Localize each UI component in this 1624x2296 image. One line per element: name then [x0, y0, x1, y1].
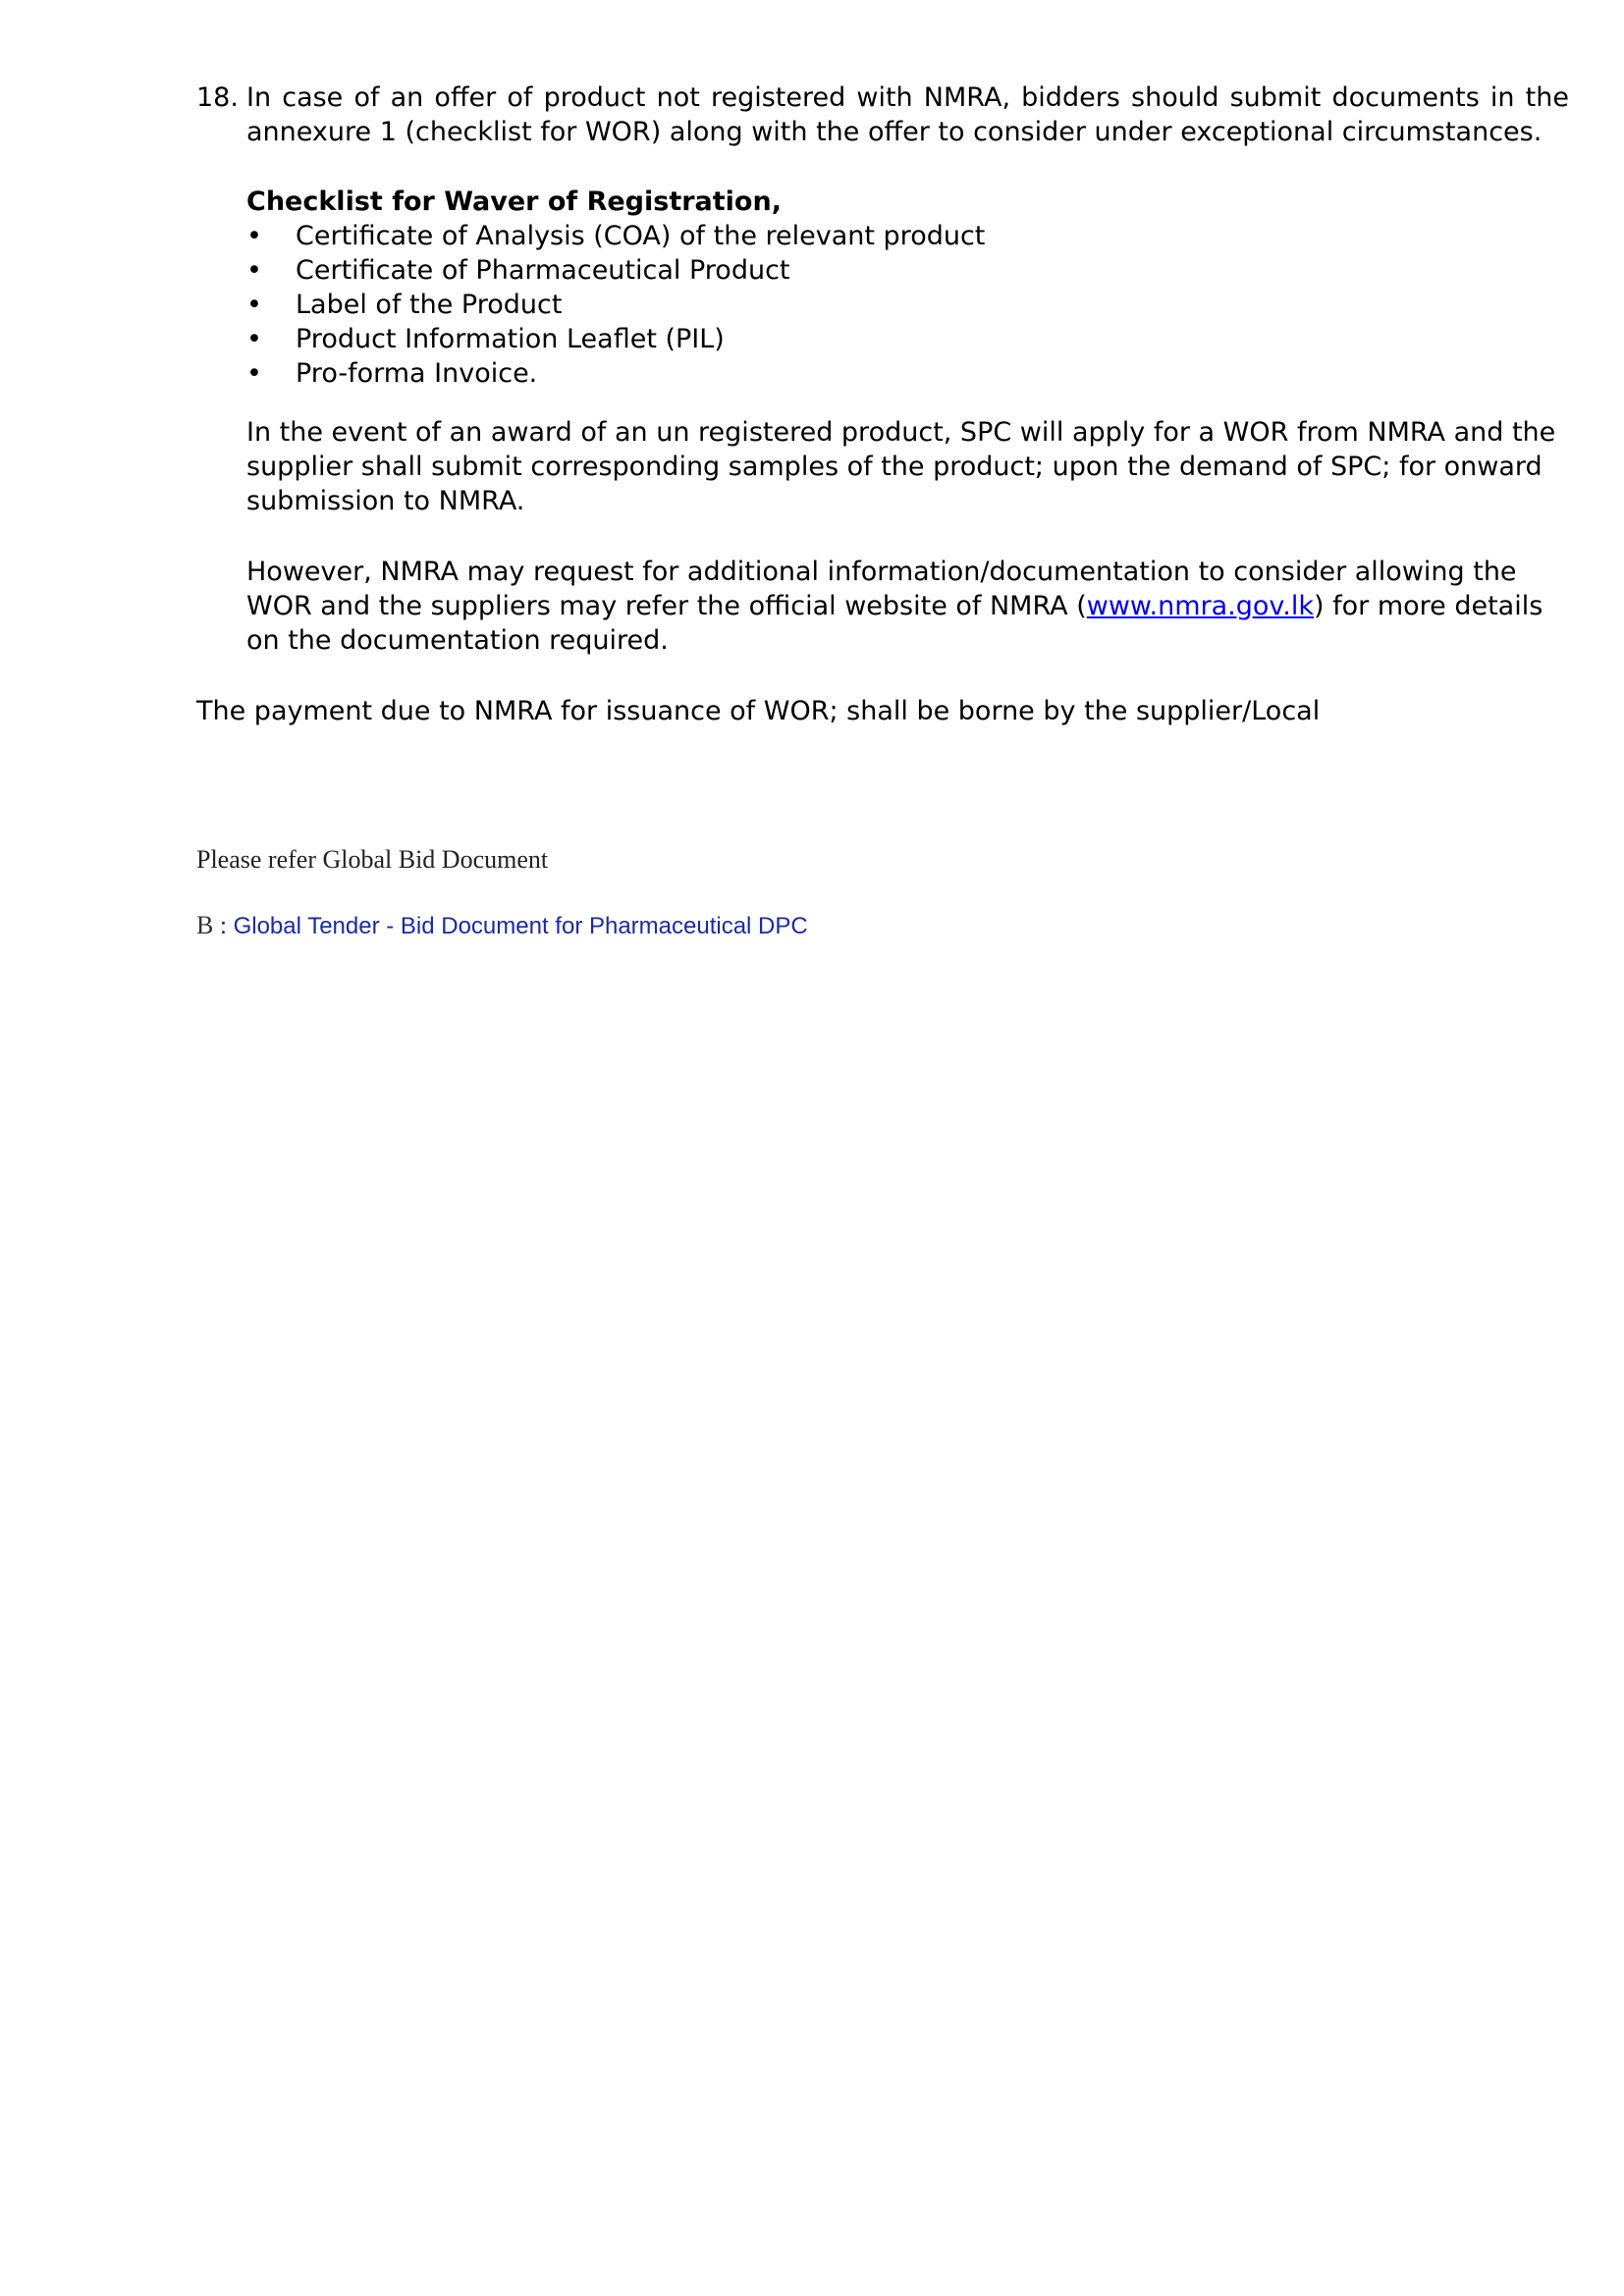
award-paragraph: In the event of an award of an un registered product, SPC will apply for a WOR from NMRA and the supplier shall submit corresponding samples of the product; upon the demand of SPC; for onward submission to NMRA.: [246, 417, 1556, 516]
nmra-paragraph-text-before: However, NMRA may request for additional information/documentation to consider allowing the WOR and the suppliers may refer the official website of NMRA (: [246, 557, 1517, 621]
checklist-item-text: Label of the Product: [296, 290, 563, 320]
checklist-item-text: Pro-forma Invoice.: [296, 358, 538, 389]
reference-prefix: B :: [196, 911, 234, 939]
clause-number: 18.: [196, 82, 239, 113]
payment-note: The payment due to NMRA for issuance of WOR; shall be borne by the supplier/Local: [196, 696, 1321, 726]
checklist-item: [246, 288, 1569, 322]
checklist-item: [246, 322, 1569, 356]
checklist-item-text: Certificate of Pharmaceutical Product: [296, 255, 790, 286]
checklist-item-text: Product Information Leaflet (PIL): [296, 324, 725, 354]
bullet-icon: •: [246, 290, 262, 320]
clause-text: In case of an offer of product not registered with NMRA, bidders should submit documents in the annexure 1 (checklist for WOR) along with the offer to consider under exceptional circumstances.: [246, 82, 1569, 147]
bid-document-reference: [196, 911, 808, 941]
checklist-list: [246, 219, 1569, 391]
bullet-icon: •: [246, 255, 262, 286]
checklist-item-text: Certificate of Analysis (COA) of the relevant product: [296, 221, 986, 251]
checklist-item: [246, 219, 1569, 253]
bullet-icon: •: [246, 324, 262, 354]
nmra-website-link[interactable]: www.nmra.gov.lk: [1086, 591, 1314, 621]
bullet-icon: •: [246, 358, 262, 389]
checklist-item: [246, 253, 1569, 288]
refer-note: Please refer Global Bid Document: [196, 845, 549, 874]
nmra-paragraph-text-after: ) for more details on the documentation required.: [246, 591, 1543, 656]
checklist-title: Checklist for Waver of Registration,: [246, 187, 782, 217]
bullet-icon: •: [246, 221, 262, 251]
checklist-item: [246, 356, 1569, 391]
wor-checklist: [246, 185, 1569, 391]
clause-18: [196, 80, 1569, 149]
bid-document-link[interactable]: Global Tender - Bid Document for Pharmaceutical DPC: [233, 913, 808, 939]
nmra-paragraph: [246, 555, 1569, 658]
